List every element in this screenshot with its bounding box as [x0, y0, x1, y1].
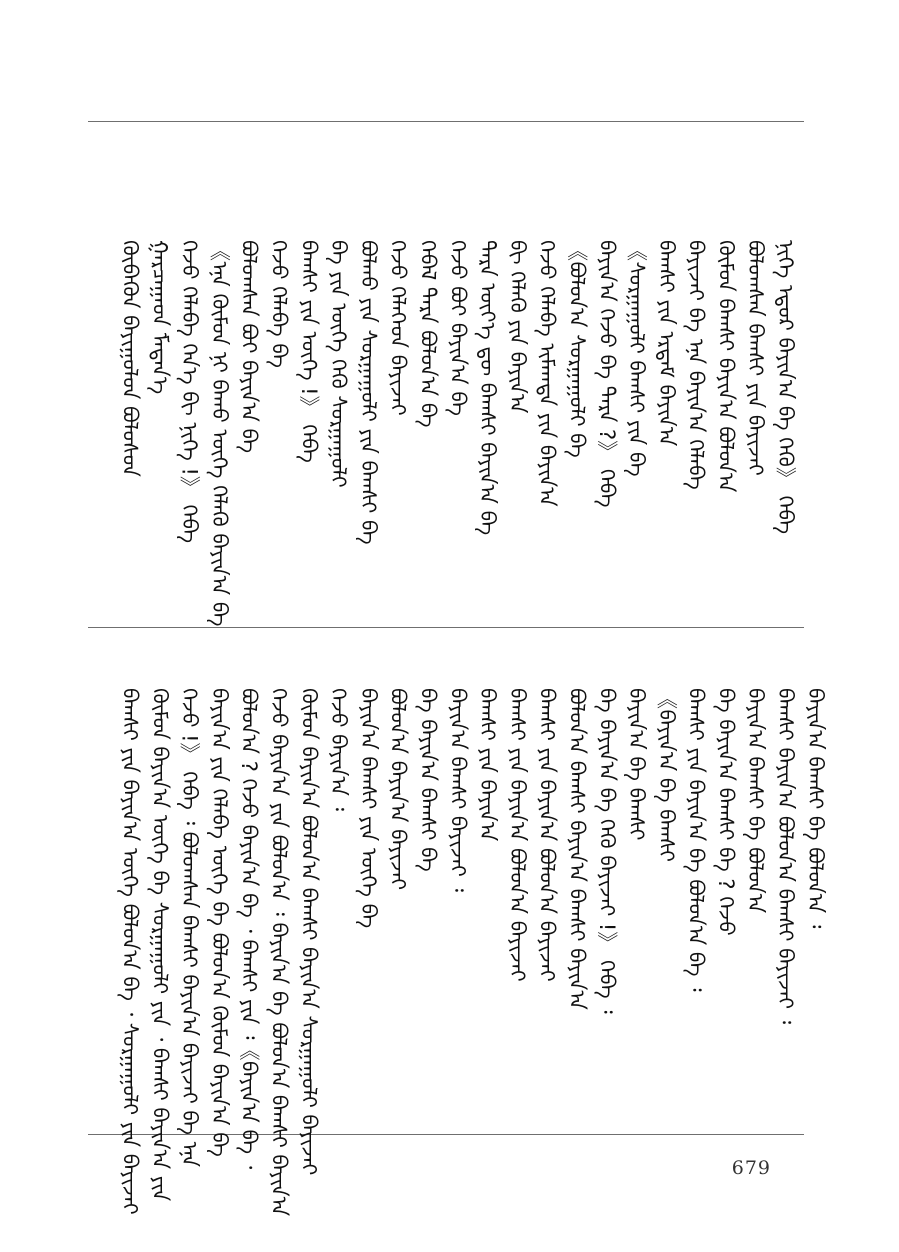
text-column: ᠭᠡᠵᠦ ᠬᠡᠯᠡᠭᠡᠳ ᠪᠠᠶᠢᠵᠠᠢ	[386, 240, 411, 416]
text-column: ᠪᠠᠶᠢᠵᠠᠢ ᠪᠠ ᠡᠨᠡ ᠪᠠᠶᠢᠨ᠎ᠠ ᠬᠡᠯᠡᠪᠡ	[684, 240, 709, 490]
text-column: ᠪᠢ ᠬᠡᠯᠡᠬᠦ ᠶᠢᠨ ᠪᠠᠶᠢᠨ᠎ᠠ	[505, 240, 530, 414]
top-rule	[88, 121, 804, 122]
text-column: ᠪᠠ ᠶᠢᠨ ᠦᠭᠡ ᠭᠡᠬᠦ ᠰᠤᠷᠭᠠᠭᠤᠯᠢ	[326, 240, 351, 488]
text-column: ᠭᠡᠵᠦ ᠪᠤᠢ ᠪᠠᠶᠢᠨ᠎ᠠ ᠪᠠ	[445, 240, 470, 416]
text-column: ᠭᠡᠵᠦ ᠪᠠᠶᠢᠨ᠎ᠠ ᠶᠢᠨ ᠪᠤᠯᠤᠨ᠎ᠠ ᠄ ᠪᠠᠶᠢᠨ᠎ᠠ ᠪᠠ ᠪᠤᠯᠤᠨ᠎ᠠ ᠪᠠᠭᠰᠢ ᠪᠠᠶᠢᠨ᠎ᠠ	[266, 688, 291, 1217]
text-column: ᠬᠦᠮᠦᠨ ᠪᠠᠶᠢᠨ᠎ᠠ ᠪᠤᠯᠤᠨ᠎ᠠ ᠪᠠᠭᠰᠢ ᠪᠠᠶᠢᠨ᠎ᠠ ᠰᠤᠷᠭᠠᠭᠤᠯᠢ ᠪᠠᠶᠢᠵᠠᠢ	[296, 688, 321, 1176]
text-column: ᠪᠠᠭᠰᠢ ᠪᠠᠶᠢᠨ᠎ᠠ ᠪᠤᠯᠤᠨ᠎ᠠ ᠪᠠᠭᠰᠢ ᠪᠠᠶᠢᠵᠠᠢ ᠄	[773, 688, 798, 1025]
text-column: ᠪᠤᠯᠤᠨ᠎ᠠ ᠪᠠᠶᠢᠨ᠎ᠠ ᠪᠠᠶᠢᠵᠠᠢ	[386, 688, 411, 891]
text-column: ᠭᠡᠵᠦ !》 ᠭᠡᠪᠡ ᠄ ᠪᠤᠯᠤᠭᠰᠠᠨ ᠪᠠᠭᠰᠢ ᠪᠠᠶᠢᠨ᠎ᠠ ᠪᠠᠶᠢᠵᠠᠢ ᠪᠠ ᠡᠨᠡ	[177, 688, 202, 1167]
text-column: ᠪᠠᠶᠢᠨ᠎ᠠ ᠪᠠᠭᠰᠢ ᠶᠢᠨ ᠦᠭᠡ ᠪᠠ	[356, 688, 381, 929]
text-column: 《ᠰᠤᠷᠭᠠᠭᠤᠯᠢ ᠪᠠᠭᠰᠢ ᠶᠢᠨ ᠪᠠ	[624, 240, 649, 477]
text-column: ᠪᠠᠭᠰᠢ ᠶᠢᠨ ᠪᠠᠶᠢᠨ᠎ᠠ ᠪᠤᠯᠤᠨ᠎ᠠ ᠪᠠᠶᠢᠵᠠᠢ	[505, 688, 530, 982]
text-column: ᠪᠤᠯᠤᠨ᠎ᠠ ᠪᠠᠭᠰᠢ ᠪᠠᠶᠢᠨ᠎ᠠ ᠪᠠᠭᠰᠢ ᠪᠠᠶᠢᠨ᠎ᠠ	[564, 688, 589, 1010]
text-column: 《ᠪᠤᠯᠤᠨ᠎ᠠ ᠰᠤᠷᠭᠠᠭᠤᠯᠢ ᠪᠠ	[564, 240, 589, 458]
middle-rule	[88, 627, 804, 628]
text-column: ᠪᠤᠯᠤᠨ᠎ᠠ ? ᠭᠡᠵᠦ ᠪᠠᠶᠢᠨ᠎ᠠ ᠪᠠ ᠂ ᠪᠠᠭᠰᠢ ᠶᠢᠨ ᠄《ᠪᠠᠶᠢᠨ᠎ᠠ ᠪᠠ ᠂	[237, 688, 262, 1170]
text-column: ᠪᠠᠭᠰᠢ ᠶᠢᠨ ᠪᠠᠶᠢᠨ᠎ᠠ ᠪᠠ ᠪᠤᠯᠤᠨ᠎ᠠ ᠪᠠ ᠄	[684, 688, 709, 992]
text-column: ᠪᠠᠭᠰᠢ ᠶᠢᠨ ᠡᠷᠳᠡᠮ ᠪᠠᠶᠢᠨ᠎ᠠ	[654, 240, 679, 447]
upper-text-block	[118, 240, 798, 627]
text-column: ᠬᠦᠮᠦᠨ ᠪᠠᠶᠢᠨ᠎ᠠ ᠦᠭᠡ ᠪᠠ ᠰᠤᠷᠭᠠᠭᠤᠯᠢ ᠶᠢᠨ ᠂ ᠪᠠᠭᠰᠢ ᠪᠠᠶᠢᠨ᠎ᠠ ᠶᠢᠨ	[147, 688, 172, 1202]
text-column: ᠪᠠᠶᠢᠨ᠎ᠠ ᠶᠢᠨ ᠬᠡᠯᠡᠪᠡ ᠦᠭᠡ ᠪᠠ ᠪᠤᠯᠤᠨ᠎ᠠ ᠬᠦᠮᠦᠨ ᠪᠠᠶᠢᠨ᠎ᠠ ᠪᠠ	[207, 688, 232, 1157]
text-column: ᠪᠠᠭᠰᠢ ᠶᠢᠨ ᠪᠠᠶᠢᠨ᠎ᠠ	[475, 688, 500, 842]
text-column: 《ᠪᠠᠶᠢᠨ᠎ᠠ ᠪᠠ ᠪᠠᠭᠰᠢ	[654, 688, 679, 862]
text-column: ᠨᠢᠭᠡ ᠡᠳᠦᠷ ᠪᠠᠶᠢᠨ᠎ᠠ ᠪᠠ ᠭᠡᠬᠦ》 ᠭᠡᠪᠡ	[773, 240, 798, 535]
text-column: ᠪᠠᠭᠰᠢ ᠶᠢᠨ ᠪᠠᠶᠢᠨ᠎ᠠ ᠪᠤᠯᠤᠨ᠎ᠠ ᠪᠠᠶᠢᠵᠠᠢ	[535, 688, 560, 982]
text-column: ᠪᠠᠶᠢᠨ᠎ᠠ ᠪᠠᠭᠰᠢ ᠪᠠ ᠪᠤᠯᠤᠨ᠎ᠠ	[743, 688, 768, 914]
text-column: ᠭᠡᠵᠦ ᠬᠡᠯᠡᠪᠡ ᠪᠠ	[266, 240, 291, 368]
text-column: ᠪᠤᠯᠬᠤ ᠶᠢᠨ ᠰᠤᠷᠭᠠᠭᠤᠯᠢ ᠶᠢᠨ ᠪᠠᠭᠰᠢ ᠪᠠ	[356, 240, 381, 545]
text-column: ᠪᠠ ᠪᠠᠶᠢᠨ᠎ᠠ ᠪᠠ ᠭᠡᠬᠦ ᠪᠠᠶᠢᠵᠠᠢ !》 ᠭᠡᠪᠡ ᠄	[594, 688, 619, 1014]
text-column: ᠪᠠᠭᠰᠢ ᠶᠢᠨ ᠪᠠᠶᠢᠨ᠎ᠠ ᠦᠭᠡ ᠪᠤᠯᠤᠨ᠎ᠠ ᠪᠠ ᠂ ᠰᠤᠷᠭᠠᠭᠤᠯᠢ ᠶᠢᠨ ᠪᠠᠶᠢᠵᠠᠢ	[118, 688, 142, 1215]
text-column: ᠭᠡᠵᠦ ᠪᠠᠶᠢᠨ᠎ᠠ ᠄	[326, 688, 351, 812]
text-column: ᠭᠠᠷᠴᠠᠭᠠᠳ ᠮᠡᠳᠡᠨ᠎ᠡ	[147, 240, 172, 395]
text-column: 《ᠡᠨᠡ ᠬᠦᠮᠦᠨ ᠨᠢ ᠪᠠᠬᠤ ᠦᠭᠡ ᠬᠡᠯᠡᠬᠦ ᠪᠠᠶᠢᠨ᠎ᠠ ᠪᠠ	[207, 240, 232, 627]
text-column: ᠪᠠᠶᠢᠨ᠎ᠠ ᠪᠠᠭᠰᠢ ᠪᠠ ᠪᠤᠯᠤᠨ᠎ᠠ ᠄	[803, 688, 828, 929]
text-column: ᠪᠤᠯᠤᠭᠰᠠᠨ ᠪᠠᠭᠰᠢ ᠶᠢᠨ ᠪᠠᠶᠢᠵᠠᠢ	[743, 240, 768, 476]
page-number: 679	[731, 1157, 771, 1179]
text-column: ᠲᠡᠷᠡ ᠦᠶ᠎ᠡ ᠳᠦ ᠪᠠᠭᠰᠢ ᠪᠠᠶᠢᠨ᠎ᠠ ᠪᠠ	[475, 240, 500, 536]
text-column: ᠬᠦᠪᠡᠭᠦᠨ ᠪᠠᠶᠢᠭᠤᠯᠤᠨ ᠪᠤᠯᠤᠰᠤᠨ	[118, 240, 142, 477]
text-column: ᠪᠠᠶᠢᠨ᠎ᠠ ᠪᠠᠭᠰᠢ ᠪᠠᠶᠢᠵᠠᠢ ᠄	[445, 688, 470, 892]
text-column: ᠪᠠ ᠪᠠᠶᠢᠨ᠎ᠠ ᠪᠠᠭᠰᠢ ᠪᠠ ? ᠭᠡᠵᠦ	[713, 688, 738, 936]
text-column: ᠪᠠᠭᠰᠢ ᠶᠢᠨ ᠦᠭᠡ !》 ᠭᠡᠪᠡ	[296, 240, 321, 463]
text-column: ᠭᠡᠪᠡᠯ ᠲᠡᠷᠡ ᠪᠤᠯᠤᠨ᠎ᠠ ᠪᠠ	[415, 240, 440, 428]
text-column: ᠪᠤᠯᠤᠭᠰᠠᠨ ᠪᠤᠢ ᠪᠠᠶᠢᠨ᠎ᠠ ᠪᠠ	[237, 240, 262, 454]
text-column: ᠪᠠᠶᠢᠨ᠎ᠠ ᠭᠡᠵᠦ ᠪᠠ ᠲᠡᠷᠡ ?》 ᠭᠡᠪᠡ	[594, 240, 619, 508]
text-column: ᠪᠠᠶᠢᠨ᠎ᠠ ᠪᠠ ᠪᠠᠭᠰᠢ	[624, 688, 649, 841]
text-column: ᠭᠡᠵᠦ ᠬᠡᠯᠡᠪᠡ ᠭᠡᠨ᠎ᠡ ᠪᠢ ᠨᠢᠭᠡ !》 ᠭᠡᠪᠡ	[177, 240, 202, 544]
text-column: ᠪᠠ ᠪᠠᠶᠢᠨ᠎ᠠ ᠪᠠᠭᠰᠢ ᠪᠠ	[415, 688, 440, 872]
text-column: ᠭᠡᠵᠦ ᠬᠡᠯᠡᠪᠡ ᠢᠮᠠᠭᠲᠠ ᠶᠢᠨ ᠪᠠᠶᠢᠨ᠎ᠠ	[535, 240, 560, 507]
text-column: ᠬᠦᠮᠦᠨ ᠪᠠᠭᠰᠢ ᠪᠠᠶᠢᠨ᠎ᠠ ᠪᠤᠯᠤᠨ᠎ᠠ	[713, 240, 738, 493]
